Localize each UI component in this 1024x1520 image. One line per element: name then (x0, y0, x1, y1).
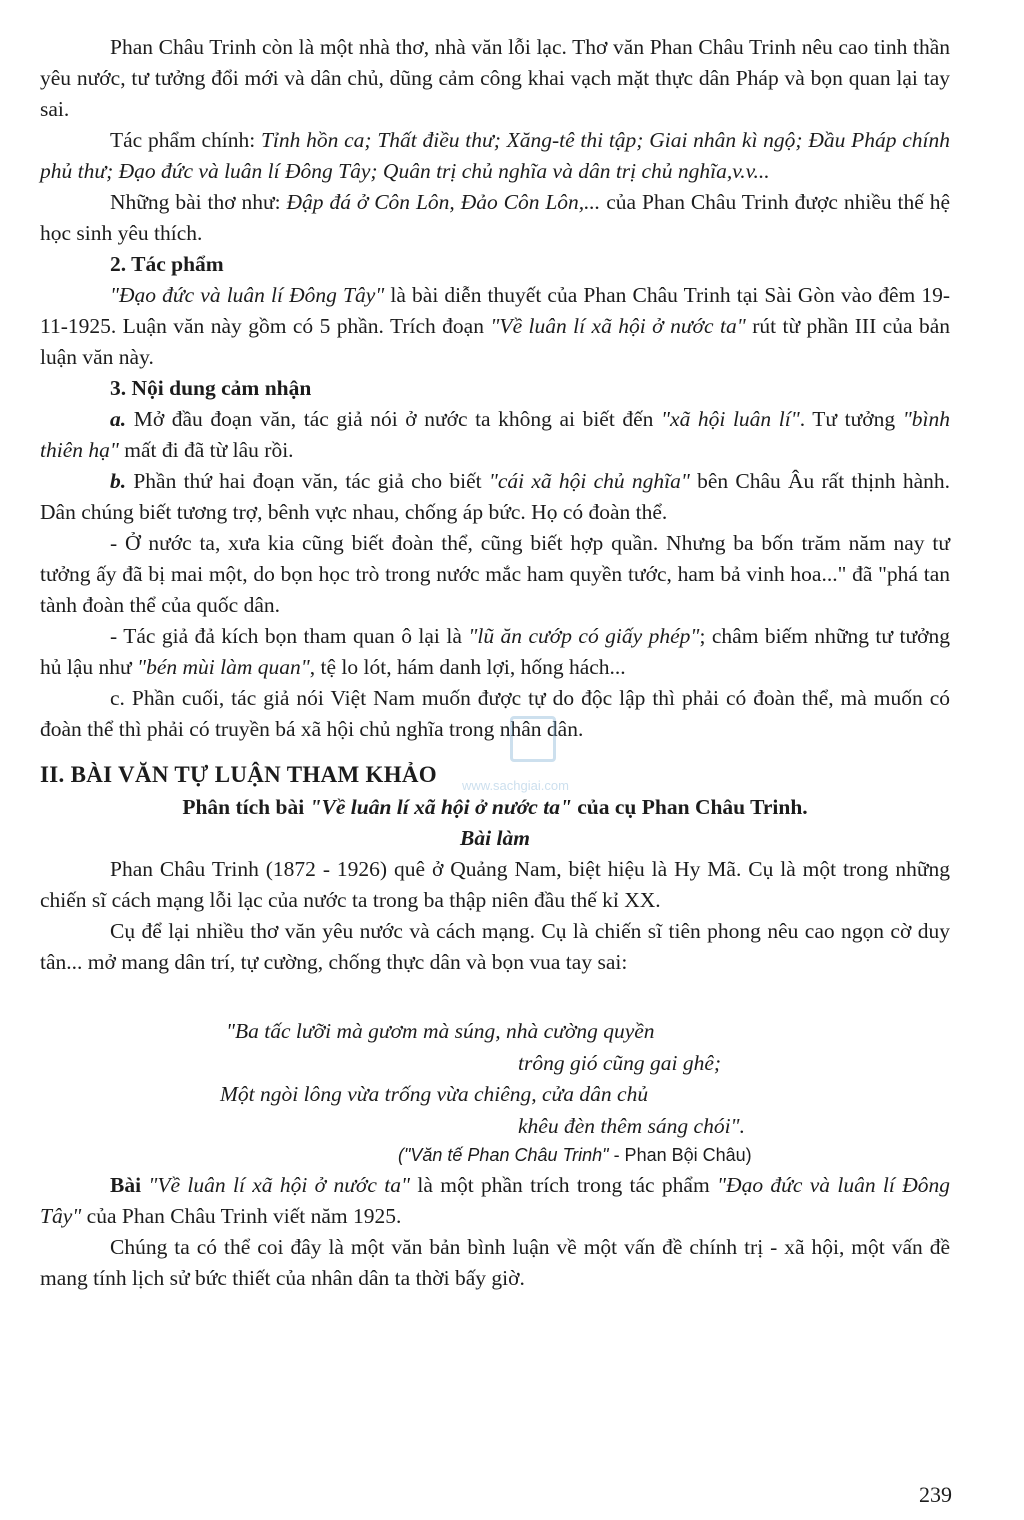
paragraph-biography: Phan Châu Trinh (1872 - 1926) quê ở Quảng Nam, biệt hiệu là Hy Mã. Cụ là một trong những chiến sĩ cách mạng lỗi lạc của nước ta trong ba thập niên đầu thế kỉ XX. (40, 857, 950, 912)
quote: "bình thiên hạ" (40, 407, 950, 462)
paragraph-main-works (40, 125, 950, 187)
paragraph-work-info (40, 280, 950, 373)
essay-title (40, 792, 950, 823)
section-heading: II. BÀI VĂN TỰ LUẬN THAM KHẢO (40, 762, 437, 787)
paragraph-genre: Chúng ta có thể coi đây là một văn bản bình luận về một vấn đề chính trị - xã hội, một vấn đề mang tính lịch sử bức thiết của nhân dân ta thời bấy giờ. (40, 1235, 950, 1290)
works-list: Tỉnh hồn ca; Thất điều thư; Xăng-tê thi tập; Giai nhân kì ngộ; Đầu Pháp chính phủ thư; Đạo đức và luân lí Đông Tây; Quân trị chủ nghĩa và dân trị chủ nghĩa,v.v... (40, 128, 950, 183)
text: Phần thứ hai đoạn văn, tác giả cho biết (126, 469, 489, 493)
page-number: 239 (919, 1482, 952, 1507)
paragraph-part-a (40, 404, 950, 466)
heading-noi-dung: 3. Nội dung cảm nhận (110, 376, 312, 400)
text: là bài diễn thuyết của Phan Châu Trinh tại Sài Gòn vào đêm 19-11-1925. Luận văn này gồm có 5 phần. Trích đoạn (40, 283, 951, 338)
text: của Phan Châu Trinh được nhiều thế hệ học sinh yêu thích. (40, 190, 950, 245)
poem-line: Một ngòi lông vừa trống vừa chiêng, cửa dân chủ (220, 1082, 649, 1106)
poem-quote (40, 1016, 950, 1142)
paragraph-bullet-1: - Ở nước ta, xưa kia cũng biết đoàn thể, cũng biết hợp quần. Nhưng ba bốn trăm năm nay tư tưởng ấy đã bị mai một, do bọn học trò trong nước mắc ham quyền tước, ham bả vinh hoa..." đã "phá tan tành đoàn thể của quốc dân. (40, 531, 950, 617)
page-content (40, 32, 950, 1294)
text: Tác phẩm chính: (110, 128, 261, 152)
work-title: "Đạo đức và luân lí Đông Tây" (110, 283, 385, 307)
text: của cụ Phan Châu Trinh. (571, 795, 808, 819)
text: bên Châu Âu rất thịnh hành. Dân chúng biết tương trợ, bênh vực nhau, chống áp bức. Họ có đoàn thể. (40, 469, 950, 524)
quote: "bén mùi làm quan" (137, 655, 310, 679)
text: rút từ phần III của bản luận văn này. (40, 314, 950, 369)
poem-source (40, 1142, 950, 1168)
poem-line: khêu đèn thêm sáng chói". (518, 1113, 745, 1138)
text: là một phần trích trong tác phẩm (410, 1173, 718, 1197)
source-author: - Phan Bội Châu) (608, 1145, 752, 1165)
text: , tệ lo lót, hám danh lợi, hống hách... (309, 655, 626, 679)
excerpt-title: "Về luân lí xã hội ở nước ta" (490, 314, 746, 338)
paragraph-poems (40, 187, 950, 249)
paragraph-author-intro (40, 32, 950, 125)
text: - Tác giả đả kích bọn tham quan ô lại là (110, 624, 469, 648)
marker: b. (110, 469, 127, 493)
quote: "Đạo đức và luân lí Đông Tây" (40, 1173, 950, 1228)
quote: "cái xã hội chủ nghĩa" (488, 469, 690, 493)
quote: "Về luân lí xã hội ở nước ta" (148, 1173, 411, 1197)
poem-line: "Ba tấc lưỡi mà gươm mà súng, nhà cường quyền (226, 1019, 655, 1043)
text: . Tư tưởng (799, 407, 903, 431)
essay-subtitle: Bài làm (460, 826, 530, 850)
quote: "lũ ăn cướp có giấy phép" (468, 624, 700, 648)
heading-tac-pham: 2. Tác phẩm (110, 252, 224, 276)
text: Phan Châu Trinh còn là một nhà thơ, nhà văn lỗi lạc. Thơ văn Phan Châu Trinh nêu cao tinh thần yêu nước, tư tưởng đổi mới và dân chủ, dũng cảm công khai vạch mặt thực dân Pháp và bọn quan lại tay sai. (40, 35, 950, 121)
text: mất đi đã từ lâu rồi. (118, 438, 294, 462)
text: Mở đầu đoạn văn, tác giả nói ở nước ta không ai biết đến (126, 407, 662, 431)
text: Bài (110, 1173, 149, 1197)
poem-line: trông gió cũng gai ghê; (518, 1050, 722, 1075)
watermark-text: www.sachgiai.com (462, 778, 569, 793)
paragraph-legacy: Cụ để lại nhiều thơ văn yêu nước và cách mạng. Cụ là chiến sĩ tiên phong nêu cao ngọn cờ duy tân... mở mang dân trí, tự cường, chống thực dân và bọn vua tay sai: (40, 919, 950, 974)
quote: "xã hội luân lí" (661, 407, 800, 431)
marker: a. (110, 407, 127, 431)
paragraph-bullet-2 (40, 621, 950, 683)
quote: "Về luân lí xã hội ở nước ta" (309, 795, 572, 819)
paragraph-part-b (40, 466, 950, 528)
text: Những bài thơ như: (110, 190, 287, 214)
paragraph-excerpt-info (40, 1170, 950, 1232)
poem-titles: Đập đá ở Côn Lôn, Đảo Côn Lôn,... (286, 190, 601, 214)
text: Phân tích bài (182, 795, 310, 819)
text: của Phan Châu Trinh viết năm 1925. (81, 1204, 402, 1228)
text: ; châm biếm những tư tưởng hủ lậu như (40, 624, 951, 679)
paragraph-part-c: c. Phần cuối, tác giả nói Việt Nam muốn được tự do độc lập thì phải có đoàn thể, mà muốn có đoàn thể thì phải có truyền bá xã hội chủ nghĩa trong nhân dân. (40, 686, 950, 741)
source-work: ("Văn tế Phan Châu Trinh" (398, 1145, 609, 1165)
